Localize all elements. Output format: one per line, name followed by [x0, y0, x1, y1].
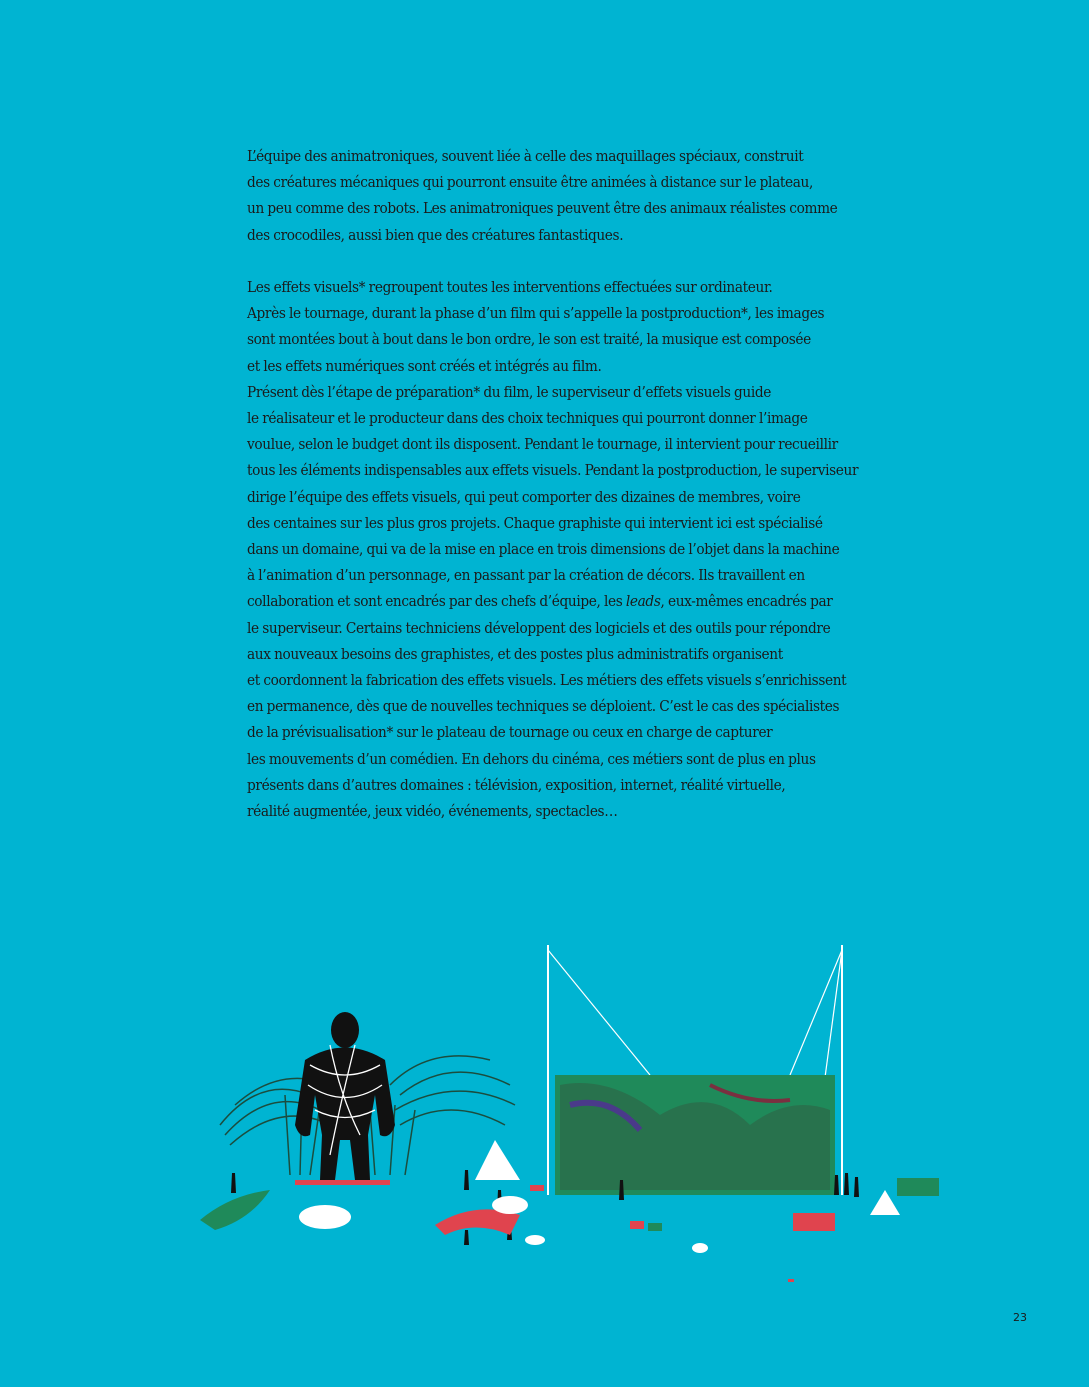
text-line: des crocodiles, aussi bien que des créatures fantastiques.	[247, 225, 624, 244]
text-line: voulue, selon le budget dont ils disposent. Pendant le tournage, il intervient pour recueillir	[247, 435, 838, 454]
paragraph-supervisor	[247, 379, 907, 824]
green-screen-icon	[548, 945, 842, 1195]
text-line: Présent dès l’étape de préparation* du film, le superviseur d’effets visuels guide	[247, 382, 771, 401]
page-number: 23	[1013, 1311, 1027, 1324]
text-fragment: , eux-mêmes encadrés par	[660, 592, 833, 611]
paragraph-gap	[247, 248, 907, 274]
text-line: sont montées bout à bout dans le bon ordre, le son est traité, la musique est composée	[247, 330, 811, 349]
text-line: dans un domaine, qui va de la mise en place en trois dimensions de l’objet dans la machine	[247, 540, 840, 559]
body-text	[247, 143, 907, 824]
text-line: réalité augmentée, jeux vidéo, événements, spectacles…	[247, 802, 618, 821]
text-line: le réalisateur et le producteur dans des choix techniques qui pourront donner l’image	[247, 409, 808, 428]
text-line: en permanence, dès que de nouvelles techniques se déploient. C’est le cas des spécialistes	[247, 697, 840, 716]
text-line: un peu comme des robots. Les animatroniques peuvent être des animaux réalistes comme	[247, 199, 838, 218]
text-line: des créatures mécaniques qui pourront ensuite être animées à distance sur le plateau,	[247, 173, 813, 192]
text-line: tous les éléments indispensables aux effets visuels. Pendant la postproduction, le superviseur	[247, 461, 859, 480]
text-line: le superviseur. Certains techniciens développent des logiciels et des outils pour répondre	[247, 618, 831, 637]
film-set-illustration	[190, 935, 950, 1295]
text-fragment: collaboration et sont encadrés par des chefs d’équipe, les	[247, 592, 626, 611]
text-line: aux nouveaux besoins des graphistes, et des postes plus administratifs organisent	[247, 644, 783, 663]
gorilla-animatronic-icon	[295, 1012, 395, 1185]
text-line: de la prévisualisation* sur le plateau de tournage ou ceux en charge de capturer	[247, 723, 773, 742]
text-line: L’équipe des animatroniques, souvent liée à celle des maquillages spéciaux, construit	[247, 147, 804, 165]
text-line: présents dans d’autres domaines : télévision, exposition, internet, réalité virtuelle,	[247, 775, 786, 794]
text-line: à l’animation d’un personnage, en passant par la création de décors. Ils travaillent en	[247, 566, 805, 585]
text-line: des centaines sur les plus gros projets. Chaque graphiste qui intervient ici est spécialisé	[247, 513, 823, 532]
text-line: et coordonnent la fabrication des effets visuels. Les métiers des effets visuels s’enrichissent	[247, 671, 847, 690]
text-line: Après le tournage, durant la phase d’un film qui s’appelle la postproduction*, les images	[247, 304, 825, 323]
text-line: Les effets visuels* regroupent toutes les interventions effectuées sur ordinateur.	[247, 278, 773, 296]
leads-term: leads	[625, 592, 661, 611]
paragraph-animatronics	[247, 143, 907, 248]
text-line: et les effets numériques sont créés et intégrés au film.	[247, 356, 602, 375]
text-line: les mouvements d’un comédien. En dehors du cinéma, ces métiers sont de plus en plus	[247, 749, 816, 768]
paragraph-visual-effects	[247, 274, 907, 379]
text-line: dirige l’équipe des effets visuels, qui peut comporter des dizaines de membres, voire	[247, 487, 801, 506]
text-line-leads	[247, 588, 907, 614]
